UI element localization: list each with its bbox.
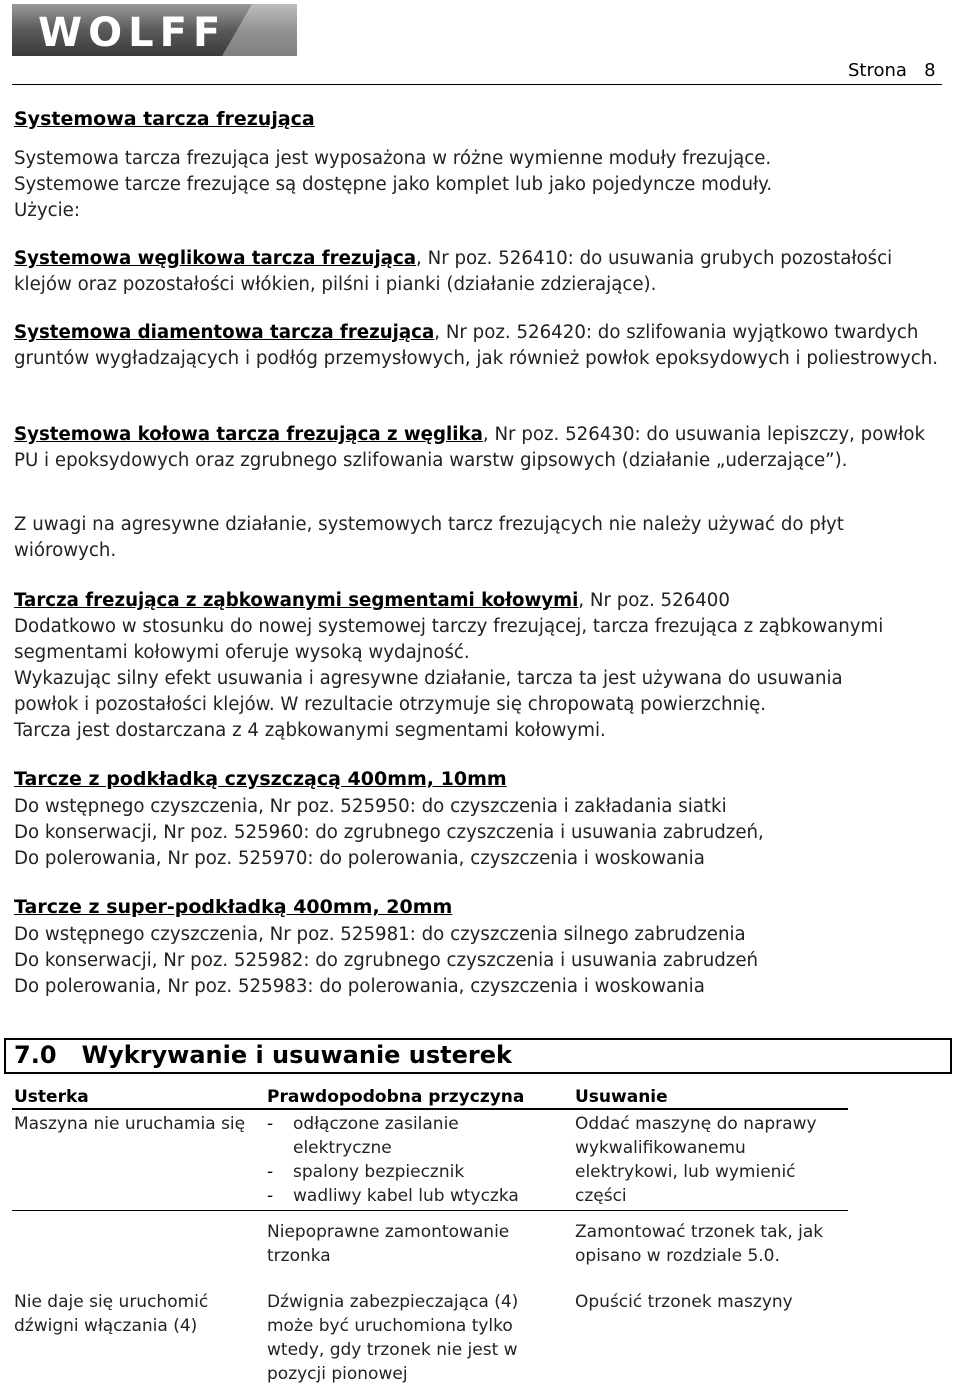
paragraph: Do konserwacji, Nr poz. 525982: do zgrubnego czyszczenia i usuwania zabrudzeń: [14, 950, 759, 971]
item-name: Systemowa kołowa tarcza frezująca z węglika: [14, 424, 483, 445]
paragraph: Systemowe tarcze frezujące są dostępne jako komplet lub jako pojedyncze moduły.: [14, 174, 773, 195]
table-cell-fix: Oddać maszynę do naprawy: [575, 1114, 817, 1134]
list-bullet: -: [267, 1114, 274, 1134]
paragraph: powłok i pozostałości klejów. W rezultacie otrzymuje się chropowatą powierzchnię.: [14, 694, 767, 715]
segment-disc-title: Tarcza frezująca z ząbkowanymi segmentami kołowymi: [14, 590, 579, 611]
item-name: Systemowa węglikowa tarcza frezująca: [14, 248, 417, 269]
table-cell-cause: trzonka: [267, 1246, 331, 1266]
paragraph: Użycie:: [14, 200, 80, 221]
table-cell-cause: Dźwignia zabezpieczająca (4): [267, 1292, 519, 1312]
paragraph: Do konserwacji, Nr poz. 525960: do zgrubnego czyszczenia i usuwania zabrudzeń,: [14, 822, 764, 843]
table-cell-fix: wykwalifikowanemu: [575, 1138, 746, 1158]
table-cell-fault: Maszyna nie uruchamia się: [14, 1114, 246, 1134]
table-cell-cause: Niepoprawne zamontowanie: [267, 1222, 510, 1242]
table-header-fault: Usterka: [14, 1087, 89, 1107]
wolff-logo: [12, 4, 297, 56]
paragraph: Do wstępnego czyszczenia, Nr poz. 525981: do czyszczenia silnego zabrudzenia: [14, 924, 746, 945]
paragraph: Do polerowania, Nr poz. 525970: do polerowania, czyszczenia i woskowania: [14, 848, 705, 869]
item-carbide-disc: [14, 246, 949, 298]
table-cell-cause: odłączone zasilanie: [293, 1114, 459, 1134]
list-bullet: -: [267, 1162, 274, 1182]
table-header-rule: [12, 1108, 848, 1110]
item-description: , Nr poz. 526430: do usuwania lepiszczy, powłok PU i epoksydowych oraz zgrubnego szlifowania warstw gipsowych (działanie „uderzające”).: [14, 424, 931, 471]
table-cell-cause: może być uruchomiona tylko: [267, 1316, 513, 1336]
table-cell-fault: dźwigni włączania (4): [14, 1316, 198, 1336]
warning-note: Z uwagi na agresywne działanie, systemowych tarcz frezujących nie należy używać do płyt wiórowych.: [14, 514, 850, 561]
paragraph: Systemowa tarcza frezująca jest wyposażona w różne wymienne moduły frezujące.: [14, 148, 772, 169]
table-cell-cause: elektryczne: [293, 1138, 392, 1158]
table-cell-fault: Nie daje się uruchomić: [14, 1292, 209, 1312]
table-row-divider: [12, 1210, 848, 1211]
table-cell-fix: opisano w rozdziale 5.0.: [575, 1246, 780, 1266]
page-number: Strona 8: [848, 60, 936, 81]
table-cell-cause: pozycji pionowej: [267, 1364, 408, 1384]
segment-disc-heading: [14, 588, 949, 614]
table-cell-cause: wtedy, gdy trzonek nie jest w: [267, 1340, 518, 1360]
item-name: Systemowa diamentowa tarcza frezująca: [14, 322, 435, 343]
paragraph: Dodatkowo w stosunku do nowej systemowej tarczy frezującej, tarcza frezująca z ząbkowanymi: [14, 616, 884, 637]
table-header-fix: Usuwanie: [575, 1087, 668, 1107]
paragraph: Wykazując silny efekt usuwania i agresywne działanie, tarcza ta jest używana do usuwania: [14, 668, 843, 689]
section-title-super-pads: Tarcze z super-podkładką 400mm, 20mm: [14, 896, 453, 918]
table-cell-fix: Opuścić trzonek maszyny: [575, 1292, 793, 1312]
chapter-title: 7.0 Wykrywanie i usuwanie usterek: [14, 1041, 512, 1069]
paragraph: Do wstępnego czyszczenia, Nr poz. 525950: do czyszczenia i zakładania siatki: [14, 796, 727, 817]
table-header-cause: Prawdopodobna przyczyna: [267, 1087, 525, 1107]
list-bullet: -: [267, 1186, 274, 1206]
item-description: , Nr poz. 526410: do usuwania grubych pozostałości klejów oraz pozostałości włókien, pilśni i pianki (działanie zdzierające).: [14, 248, 898, 295]
item-diamond-disc: [14, 320, 949, 372]
paragraph: Tarcza jest dostarczana z 4 ząbkowanymi segmentami kołowymi.: [14, 720, 606, 741]
paragraph: Do polerowania, Nr poz. 525983: do polerowania, czyszczenia i woskowania: [14, 976, 705, 997]
table-cell-fix: części: [575, 1186, 627, 1206]
section-title-system-disc: Systemowa tarcza frezująca: [14, 108, 315, 130]
header-rule: [12, 84, 942, 85]
table-cell-cause: spalony bezpiecznik: [293, 1162, 465, 1182]
table-cell-fix: elektrykowi, lub wymienić: [575, 1162, 796, 1182]
svg-text:WOLFF: WOLFF: [38, 10, 227, 56]
item-description: , Nr poz. 526420: do szlifowania wyjątkowo twardych gruntów wygładzających i podłóg przemysłowych, jak również powłok epoksydowych i poliestrowych.: [14, 322, 939, 369]
section-title-cleaning-pads: Tarcze z podkładką czyszczącą 400mm, 10mm: [14, 768, 507, 790]
table-cell-cause: wadliwy kabel lub wtyczka: [293, 1186, 519, 1206]
item-circular-carbide-disc: [14, 422, 949, 474]
segment-disc-item-number: , Nr poz. 526400: [578, 590, 730, 611]
paragraph: segmentami kołowymi oferuje wysoką wydajność.: [14, 642, 470, 663]
table-cell-fix: Zamontować trzonek tak, jak: [575, 1222, 824, 1242]
